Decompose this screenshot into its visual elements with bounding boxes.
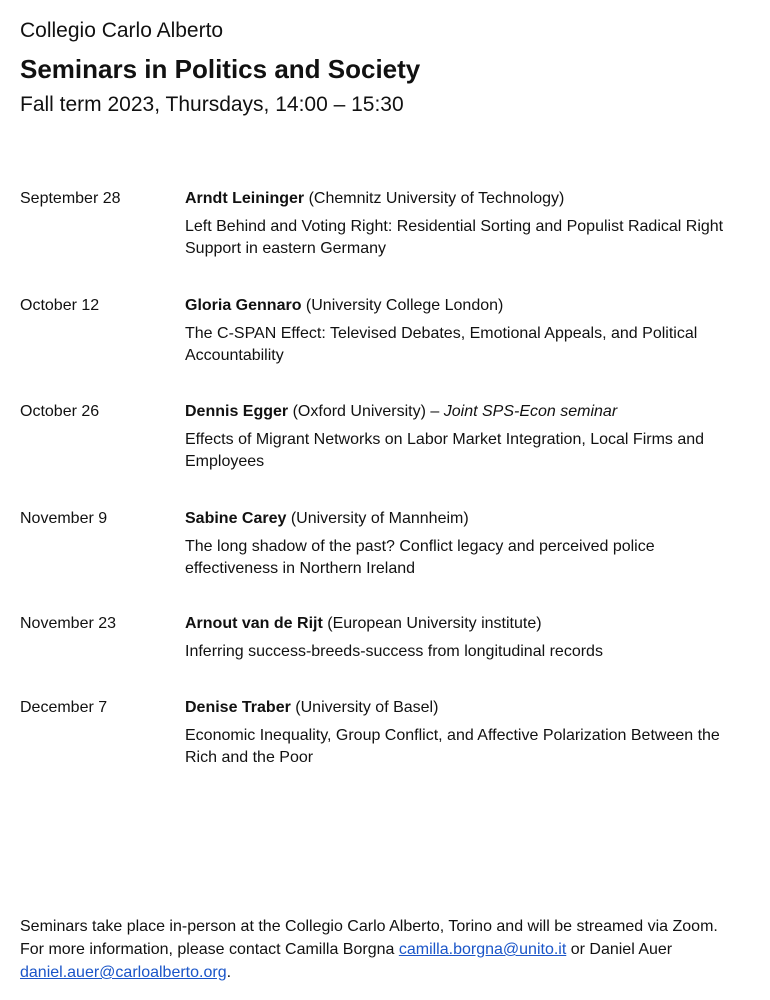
speaker-affiliation: (University of Mannheim) (290, 510, 469, 527)
speaker-affiliation: (European University institute) (327, 615, 542, 632)
speaker-line (185, 613, 740, 635)
joint-seminar-note: Joint SPS-Econ seminar (443, 403, 618, 420)
separator-dash: – (425, 403, 444, 420)
speaker-affiliation: (University of Basel) (295, 699, 439, 716)
institution-name: Collegio Carlo Alberto (20, 19, 224, 42)
speaker-line (185, 295, 740, 317)
talk-title: The long shadow of the past? Conflict legacy and perceived police effectiveness in Northern Ireland (185, 538, 655, 577)
speaker-name: Arndt Leininger (185, 190, 305, 207)
seminar-entry (185, 295, 740, 367)
term-schedule: Fall term 2023, Thursdays, 14:00 – 15:30 (20, 93, 404, 116)
seminar-date: December 7 (20, 699, 108, 716)
seminar-date: November 23 (20, 615, 117, 632)
seminar-entry (185, 697, 740, 769)
speaker-affiliation: (Chemnitz University of Technology) (308, 190, 565, 207)
speaker-line (185, 508, 740, 530)
talk-title: The C-SPAN Effect: Televised Debates, Emotional Appeals, and Political Accountability (185, 325, 698, 364)
seminar-entry (185, 188, 740, 260)
page-title: Seminars in Politics and Society (20, 54, 421, 84)
seminar-entry (185, 401, 740, 473)
speaker-affiliation: (University College London) (305, 297, 504, 314)
footer-text: . (226, 964, 232, 981)
speaker-affiliation: (Oxford University) (292, 403, 426, 420)
email-link-daniel[interactable]: daniel.auer@carloalberto.org (20, 964, 227, 981)
seminar-date: November 9 (20, 510, 108, 527)
seminar-entry (185, 508, 740, 580)
speaker-name: Arnout van de Rijt (185, 615, 323, 632)
seminar-entry (185, 613, 740, 663)
speaker-line (185, 401, 740, 423)
speaker-name: Gloria Gennaro (185, 297, 302, 314)
speaker-name: Denise Traber (185, 699, 291, 716)
talk-title: Inferring success-breeds-success from longitudinal records (185, 643, 603, 660)
footer-text: or Daniel Auer (566, 941, 673, 958)
speaker-name: Dennis Egger (185, 403, 289, 420)
email-link-camilla[interactable]: camilla.borgna@unito.it (398, 941, 567, 958)
footer-info (20, 915, 730, 984)
speaker-name: Sabine Carey (185, 510, 287, 527)
speaker-line (185, 697, 740, 719)
footer-text: Seminars take place in-person at the Collegio Carlo Alberto, Torino and will be streamed via Zoom. For more information, please contact Camilla Borgna (20, 918, 718, 958)
talk-title: Left Behind and Voting Right: Residential Sorting and Populist Radical Right Support in eastern Germany (185, 218, 724, 257)
seminar-date: October 12 (20, 297, 100, 314)
seminar-date: September 28 (20, 190, 121, 207)
talk-title: Effects of Migrant Networks on Labor Market Integration, Local Firms and Employees (185, 431, 705, 470)
speaker-line (185, 188, 740, 210)
talk-title: Economic Inequality, Group Conflict, and Affective Polarization Between the Rich and the Poor (185, 727, 720, 766)
page-header (20, 18, 750, 118)
seminar-date: October 26 (20, 403, 100, 420)
